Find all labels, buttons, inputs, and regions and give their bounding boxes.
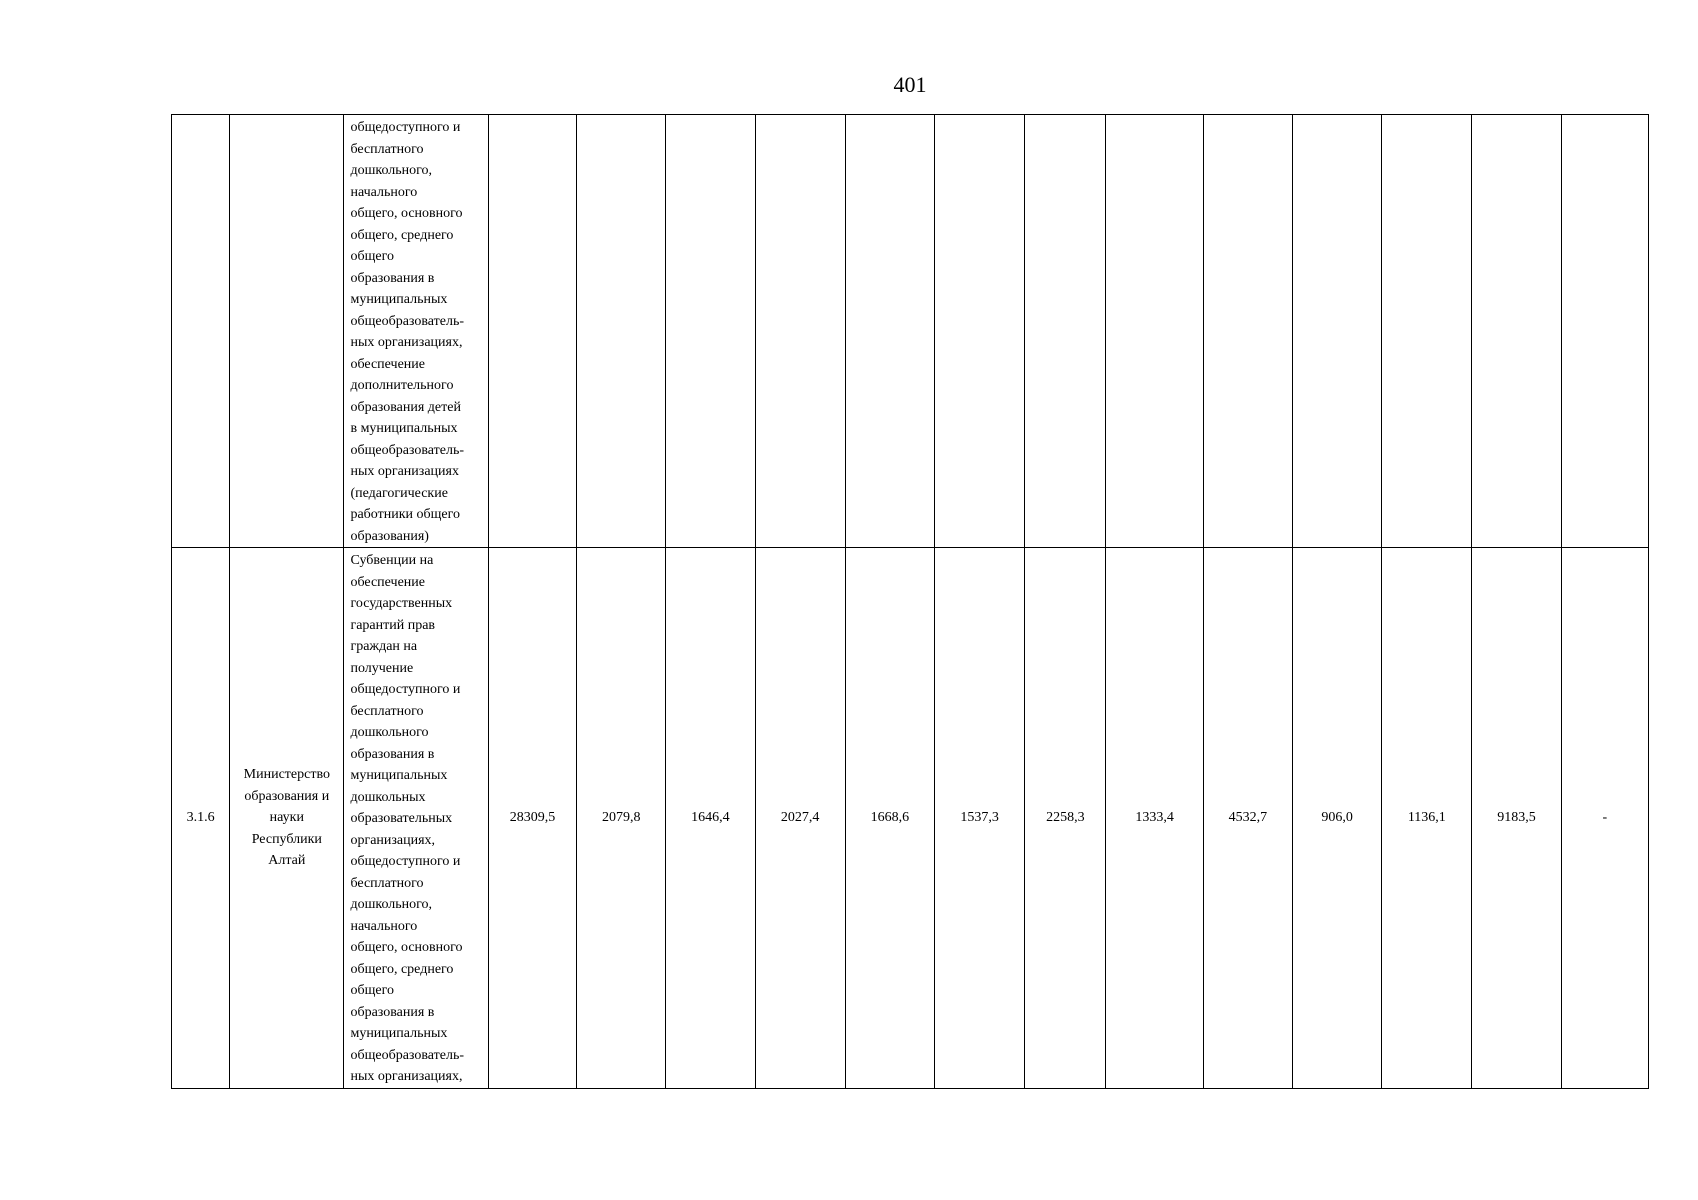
value-cell: 906,0 bbox=[1292, 548, 1381, 1089]
table-row bbox=[172, 115, 1649, 548]
description-line: граждан на bbox=[350, 639, 418, 654]
budget-table bbox=[171, 114, 1649, 1089]
value-cell bbox=[1382, 115, 1472, 548]
description-line: обеспечение bbox=[350, 574, 425, 590]
agency-line: Министерство bbox=[243, 767, 330, 782]
description-line: образования детей bbox=[350, 399, 461, 415]
description-line: муниципальных bbox=[350, 768, 448, 783]
agency-line: Республики bbox=[251, 831, 322, 847]
value-cell bbox=[1292, 115, 1381, 548]
value-cell bbox=[1472, 115, 1561, 548]
description-line: бесплатного bbox=[350, 141, 424, 157]
agency-line: Алтай bbox=[268, 853, 306, 868]
description-line: образовательных bbox=[350, 811, 453, 826]
description-line: общего, среднего bbox=[350, 961, 454, 977]
description-line: общеобразователь- bbox=[350, 313, 464, 329]
description-line: начального bbox=[350, 184, 418, 200]
agency-cell bbox=[230, 115, 344, 548]
value-cell: 2027,4 bbox=[755, 548, 845, 1089]
value-cell bbox=[1561, 115, 1648, 548]
value-cell: 1646,4 bbox=[666, 548, 755, 1089]
description-line: образования в bbox=[350, 746, 435, 762]
value-cell: 1333,4 bbox=[1106, 548, 1203, 1089]
row-number-cell: 3.1.6 bbox=[172, 548, 230, 1089]
description-line: работники общего bbox=[350, 507, 461, 522]
row-number-cell bbox=[172, 115, 230, 548]
description-line: в муниципальных bbox=[350, 421, 458, 436]
description-line: общеобразователь- bbox=[350, 1047, 464, 1063]
description-line: дошкольного, bbox=[350, 897, 433, 912]
description-line: дошкольного, bbox=[350, 163, 433, 178]
description-cell bbox=[344, 115, 488, 548]
page-number: 401 bbox=[893, 72, 927, 97]
value-cell: 2258,3 bbox=[1025, 548, 1106, 1089]
description-line: дошкольного bbox=[350, 725, 429, 740]
description-line: Субвенции на bbox=[350, 553, 434, 568]
value-cell: 1668,6 bbox=[845, 548, 934, 1089]
table-row bbox=[172, 548, 1649, 1089]
value-cell bbox=[1106, 115, 1203, 548]
description-line: дошкольных bbox=[350, 789, 426, 805]
description-line: организациях, bbox=[350, 832, 436, 848]
value-cell bbox=[666, 115, 755, 548]
description-line: общего, основного bbox=[350, 206, 463, 221]
description-line: общедоступного и bbox=[350, 682, 461, 697]
description-line: бесплатного bbox=[350, 703, 424, 719]
value-cell: 9183,5 bbox=[1472, 548, 1561, 1089]
description-line: образования в bbox=[350, 1004, 435, 1020]
value-cell: 2079,8 bbox=[577, 548, 666, 1089]
description-line: ных организациях, bbox=[350, 335, 463, 350]
description-line: муниципальных bbox=[350, 292, 448, 307]
description-line: гарантий прав bbox=[350, 617, 436, 633]
description-line: обеспечение bbox=[350, 356, 425, 372]
value-cell bbox=[1025, 115, 1106, 548]
description-line: образования) bbox=[350, 528, 429, 544]
description-line: образования в bbox=[350, 270, 435, 286]
value-cell bbox=[577, 115, 666, 548]
description-line: бесплатного bbox=[350, 875, 424, 891]
description-line: общедоступного и bbox=[350, 854, 461, 869]
agency-cell bbox=[230, 548, 344, 1089]
value-cell: 4532,7 bbox=[1203, 548, 1292, 1089]
description-line: общего bbox=[350, 249, 394, 264]
value-cell bbox=[935, 115, 1025, 548]
description-line: ных организациях bbox=[350, 464, 459, 479]
agency-line: образования и bbox=[244, 788, 330, 804]
description-line: начального bbox=[350, 918, 418, 934]
description-line: общего, среднего bbox=[350, 227, 454, 243]
description-line: общего bbox=[350, 983, 394, 998]
value-cell: 1136,1 bbox=[1382, 548, 1472, 1089]
value-cell bbox=[1203, 115, 1292, 548]
value-cell: - bbox=[1561, 548, 1648, 1089]
description-line: (педагогические bbox=[350, 485, 448, 501]
value-cell bbox=[755, 115, 845, 548]
description-line: общеобразователь- bbox=[350, 442, 464, 458]
description-line: общего, основного bbox=[350, 940, 463, 955]
description-line: ных организациях, bbox=[350, 1069, 463, 1084]
value-cell: 28309,5 bbox=[488, 548, 576, 1089]
agency-line: науки bbox=[269, 810, 304, 825]
description-line: получение bbox=[350, 660, 414, 676]
description-line: государственных bbox=[350, 596, 453, 611]
description-cell bbox=[344, 548, 488, 1089]
description-line: дополнительного bbox=[350, 378, 454, 393]
value-cell: 1537,3 bbox=[935, 548, 1025, 1089]
description-line: общедоступного и bbox=[350, 120, 461, 135]
value-cell bbox=[488, 115, 576, 548]
description-line: муниципальных bbox=[350, 1026, 448, 1041]
value-cell bbox=[845, 115, 934, 548]
